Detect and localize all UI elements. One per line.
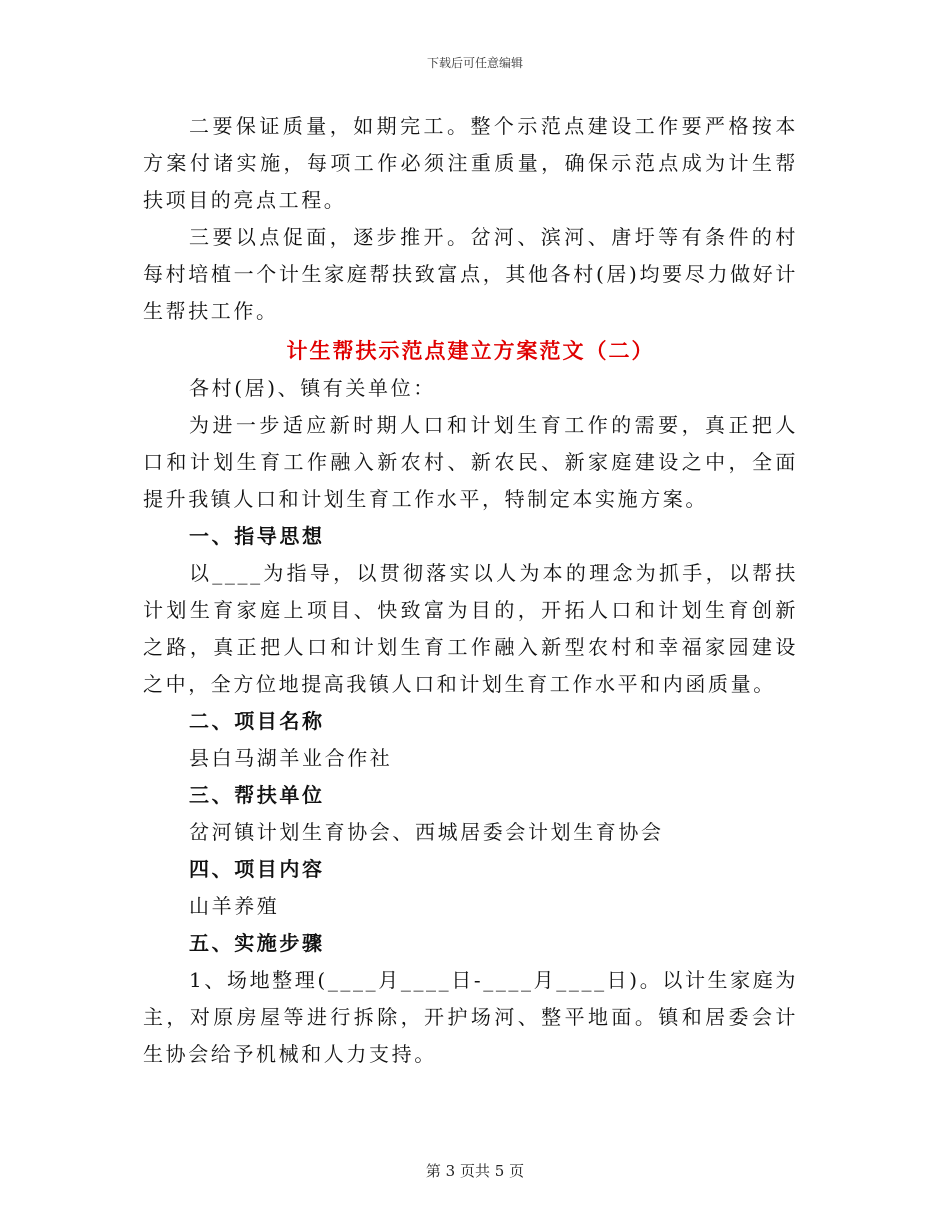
paragraph-quality: 二要保证质量，如期完工。整个示范点建设工作要严格按本方案付诸实施，每项工作必须注重质量，确保示范点成为计生帮扶项目的亮点工程。: [143, 114, 798, 212]
section-heading-implementation-steps: 五、实施步骤: [189, 931, 325, 955]
section-text-support-units: 岔河镇计划生育协会、西城居委会计划生育协会: [189, 820, 664, 844]
document-body: [143, 108, 798, 1073]
section-heading-project-name: 二、项目名称: [189, 709, 325, 733]
section-heading-guiding-thought: 一、指导思想: [189, 524, 325, 548]
salutation: 各村(居)、镇有关单位：: [189, 376, 436, 400]
section-text-guiding-thought: 以____为指导，以贯彻落实以人为本的理念为抓手，以帮扶计划生育家庭上项目、快致富为目的，开拓人口和计划生育创新之路，真正把人口和计划生育工作融入新型农村和幸福家园建设之中，全方位地提高我镇人口和计划生育工作水平和内函质量。: [143, 561, 798, 696]
section-heading-project-content: 四、项目内容: [189, 857, 325, 881]
document-title: 计生帮扶示范点建立方案范文（二）: [286, 338, 655, 363]
section-text-project-content: 山羊养殖: [189, 894, 280, 918]
page-header: 下载后可任意编辑: [426, 56, 523, 70]
page-number: 第 3 页共 5 页: [425, 1162, 525, 1180]
section-text-project-name: 县白马湖羊业合作社: [189, 746, 393, 770]
step-item-1: 1、场地整理(____月____日-____月____日)。以计生家庭为主，对原房屋等进行拆除，开护场河、整平地面。镇和居委会计生协会给予机械和人力支持。: [143, 968, 798, 1066]
section-heading-support-units: 三、帮扶单位: [189, 783, 325, 807]
paragraph-promote: 三要以点促面，逐步推开。岔河、滨河、唐圩等有条件的村每村培植一个计生家庭帮扶致富点，其他各村(居)均要尽力做好计生帮扶工作。: [143, 225, 798, 323]
intro-paragraph: 为进一步适应新时期人口和计划生育工作的需要，真正把人口和计划生育工作融入新农村、新农民、新家庭建设之中，全面提升我镇人口和计划生育工作水平，特制定本实施方案。: [143, 413, 798, 511]
